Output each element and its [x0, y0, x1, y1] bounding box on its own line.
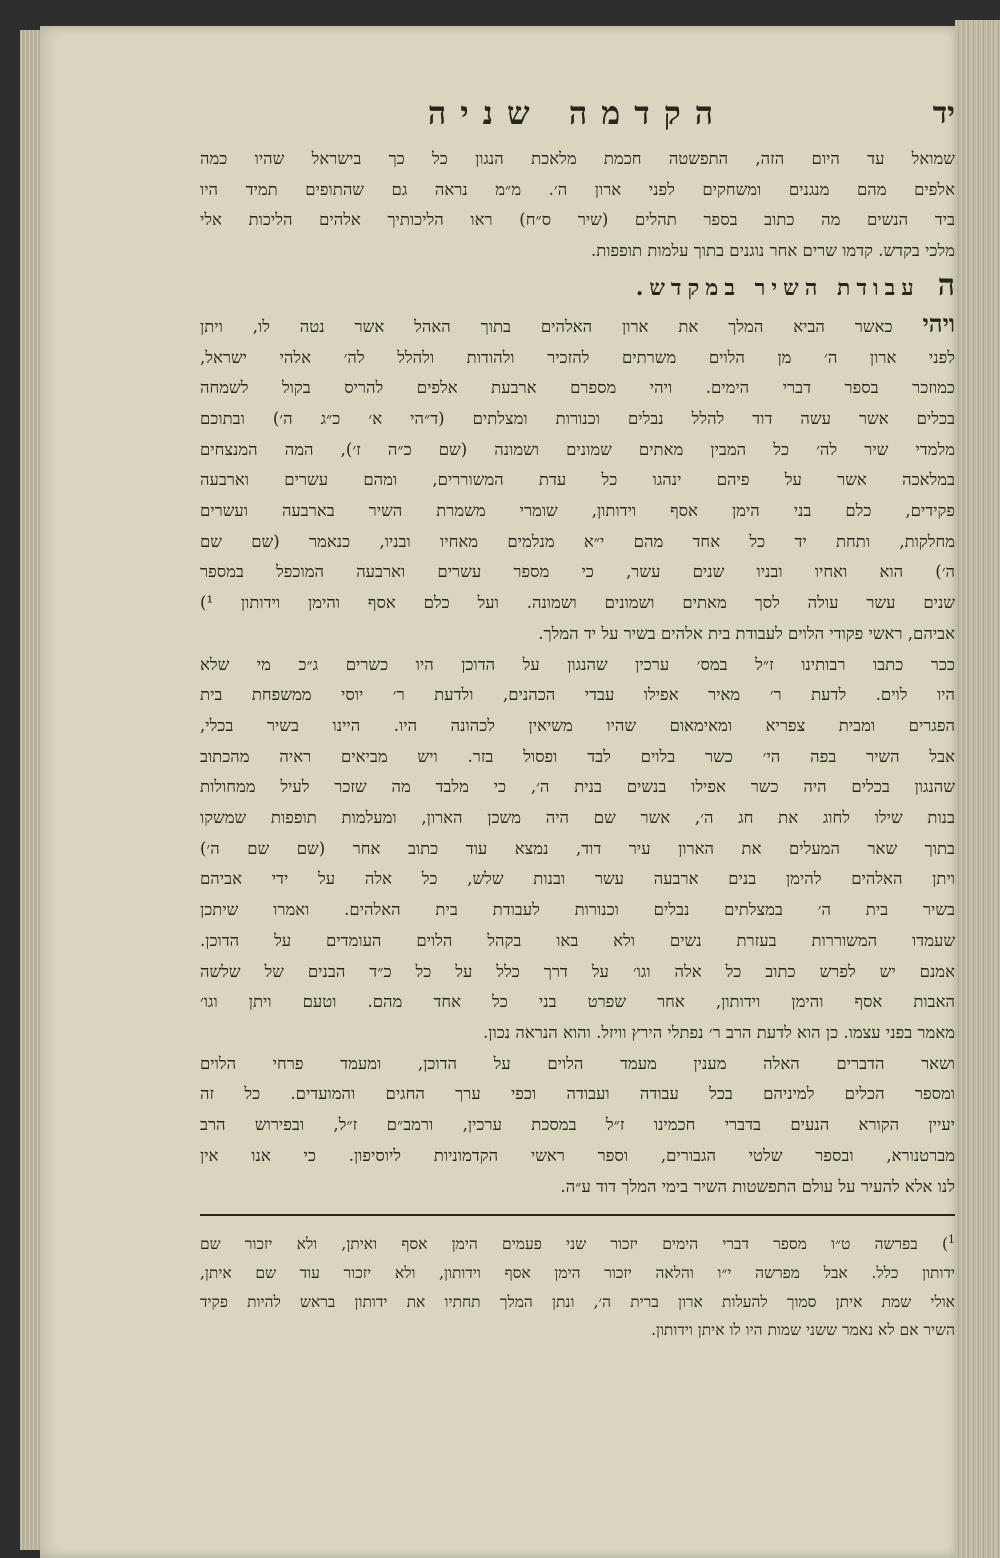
text-line: שהנגון בכלים היה כשר אפילו בנשים בנית ה׳, כי מלבד מה שזכר לעיל ממחולות	[200, 777, 955, 797]
running-title: הקדמה שניה	[427, 94, 728, 132]
page-stack-left	[20, 30, 42, 1550]
text-line: ככר כתבו רבותינו ז״ל במס׳ ערכין שהנגון על הדוכן היו כשרים ג״כ מי שלא	[200, 654, 955, 674]
footnote	[200, 1226, 955, 1345]
footnote-line: השיר אם לא נאמר ששני שמות היו לו איתן וידותון.	[651, 1321, 955, 1340]
text-line: הפגרים ומבית צפריא ומאימאום שהיו משיאין לכהונה היו. היינו בשיר בכלי,	[200, 715, 955, 735]
paragraph-3	[200, 1049, 955, 1203]
text-line: האבות אסף והימן וידותון, אחר שפרט בני כל אחד מהם. וטעם ויתן וגו׳	[200, 992, 955, 1012]
text-line: ה׳) הוא ואחיו ובניו שנים עשר, כי מספר עשרים וארבעה המוכפל במספר	[200, 562, 955, 582]
text-line: היו לוים. לדעת ר׳ מאיר אפילו עבדי הכהנים, ולדעת ר׳ יוסי ממשפחת בית	[200, 685, 955, 705]
footnote-line	[200, 1226, 955, 1259]
text-line: שמואל עד היום הזה, התפשטה חכמת מלאכת הנגון כל כך בישראל שהיו כמה	[200, 149, 955, 168]
text-line: בכלים אשר עשה דוד להלל נבלים וכנורות ומצלתים (ד״הי א׳ כ״ג ה׳) ובתוכם	[200, 408, 955, 428]
text-line: בנות שילו לחוג את חג ה׳, אשר שם היה משכן הארון, ומעלמות תופפות שמשקו	[200, 808, 955, 828]
text-line: מלמדי שיר לה׳ כל המבין מאתים שמונים ושמונה (שם כ״ה ז׳), המה המנצחים	[200, 439, 955, 459]
text-line: מברטנורא, ובספר שלטי הגבורים, וספר ראשי הקדמוניות ליוסיפון. כי אנו אין	[200, 1145, 955, 1165]
page-stack-right	[955, 20, 1000, 1558]
text-line: בשיר בית ה׳ במצלתים נבלים וכנורות לעבודת בית האלהים. ואמרו שיתכן	[200, 900, 955, 920]
text-line: ומספר הכלים למיניהם בכל עבודה ועבודה וכפי ערך החגים והמועדים. כל זה	[200, 1084, 955, 1104]
text-line: מלכי בקדש. קדמו שרים אחר נוגנים בתוך עלמות תופפות.	[590, 241, 955, 261]
text-block	[200, 94, 955, 1345]
footnote-line: אולי שמת איתן סמוך להעלות ארון ברית ה׳, ונתן המלך תחתיו את ידותון בראש להיות פקיד	[200, 1292, 955, 1311]
page-number: יד	[932, 96, 955, 131]
text-line: לפני ארון ה׳ מן הלוים משרתים להזכיר ולהודות ולהלל לה׳ אלהי ישראל,	[200, 347, 955, 367]
footnote-rule	[200, 1214, 955, 1216]
section-title: עבודת השיר במקדש.	[635, 274, 920, 301]
text-line: פקידים, כלם בני הימן אסף וידותון, שומרי משמרת השיר בארבעה ועשרים	[200, 501, 955, 521]
text-line: לנו אלא להעיר על עולם התפשטות השיר בימי המלך דוד ע״ה.	[560, 1176, 955, 1196]
text-line: במלאכה אשר על פיהם ינהגו כל עדת המשוררים, ומהם עשרים וארבעה	[200, 470, 955, 490]
lead-word: ויהי	[922, 308, 955, 338]
text-line: שנים עשר עולה לסך מאתים ושמונים ושמונה. ועל כלם אסף והימן וידותון ¹)	[200, 593, 955, 613]
text-span: כאשר הביא המלך את ארון האלהים בתוך האהל אשר נטה לו, ויתן	[200, 316, 893, 336]
text-line: מחלקות, ותחת יד כל אחד מהם י״א מנלמים מאחיו ובניו, כנאמר (שם שם	[200, 531, 955, 551]
text-line	[200, 309, 955, 343]
paragraph-1	[200, 309, 955, 650]
footnote-line: ידותון כלל. אבל מפרשה י״ו והלאה יזכור הימן אסף וידותון, ולא יזכור עוד שם איתן,	[200, 1263, 955, 1282]
text-line: ביד הנשים מה כתוב בספר תהלים (שיר ס״ח) ראו הליכותיך אלהים הליכות אלי	[200, 210, 955, 230]
section-heading	[200, 269, 955, 305]
paragraph-2	[200, 650, 955, 1049]
text-line: מאמר בפני עצמו. כן הוא לדעת הרב ר׳ נפתלי הירץ וויזל. והוא הנראה נכון.	[483, 1022, 955, 1042]
intro-paragraph	[200, 144, 955, 267]
text-line: כמוזכר בספר דברי הימים. ויהי מספרם ארבעת אלפים להריס בקול לשמחה	[200, 378, 955, 398]
text-span: ) בפרשה ט״ו מספר דברי הימים יזכור שני פעמים הימן אסף ואיתן, ולא יזכור שם	[200, 1235, 948, 1254]
section-letter: ה	[937, 267, 955, 303]
text-line: ויתן האלהים להימן בנים ארבעה עשר ובנות שלש, כל אלה על ידי אביהם	[200, 869, 955, 889]
text-line: בתוך שאר המעלים את הארון עיר דוד, נמצא עוד כתוב אחר (שם שם ה׳)	[200, 838, 955, 858]
text-line: שעמדו המשוררות בעזרת נשים ולא באו בקהל הלוים העומדים על הדוכן.	[200, 930, 955, 950]
running-header	[200, 94, 955, 138]
text-line: אבל השיר בפה הי׳ כשר בלוים לבד ופסול בזר. ויש מביאים ראיה מהכתוב	[200, 746, 955, 766]
text-line: אמנם יש לפרש כתוב כל אלה וגו׳ על דרך כלל על כל כ״ד הבנים של שלשה	[200, 961, 955, 981]
text-line: אביהם, ראשי פקודי הלוים לעבודת בית אלהים בשיר על יד המלך.	[538, 623, 955, 643]
footnote-marker: 1	[948, 1233, 955, 1247]
text-line: ושאר הדברים האלה מענין מעמד הלוים על הדוכן, ומעמד פרחי הלוים	[200, 1053, 955, 1073]
text-line: אלפים מהם מנגנים ומשחקים לפני ארון ה׳. מ״מ נראה גם שהתופים תמיד היו	[200, 179, 955, 199]
text-line: יעיין הקורא הנעים בדברי חכמינו ז״ל במסכת ערכין, ורמב״ם ז״ל, ובפירוש הרב	[200, 1115, 955, 1135]
